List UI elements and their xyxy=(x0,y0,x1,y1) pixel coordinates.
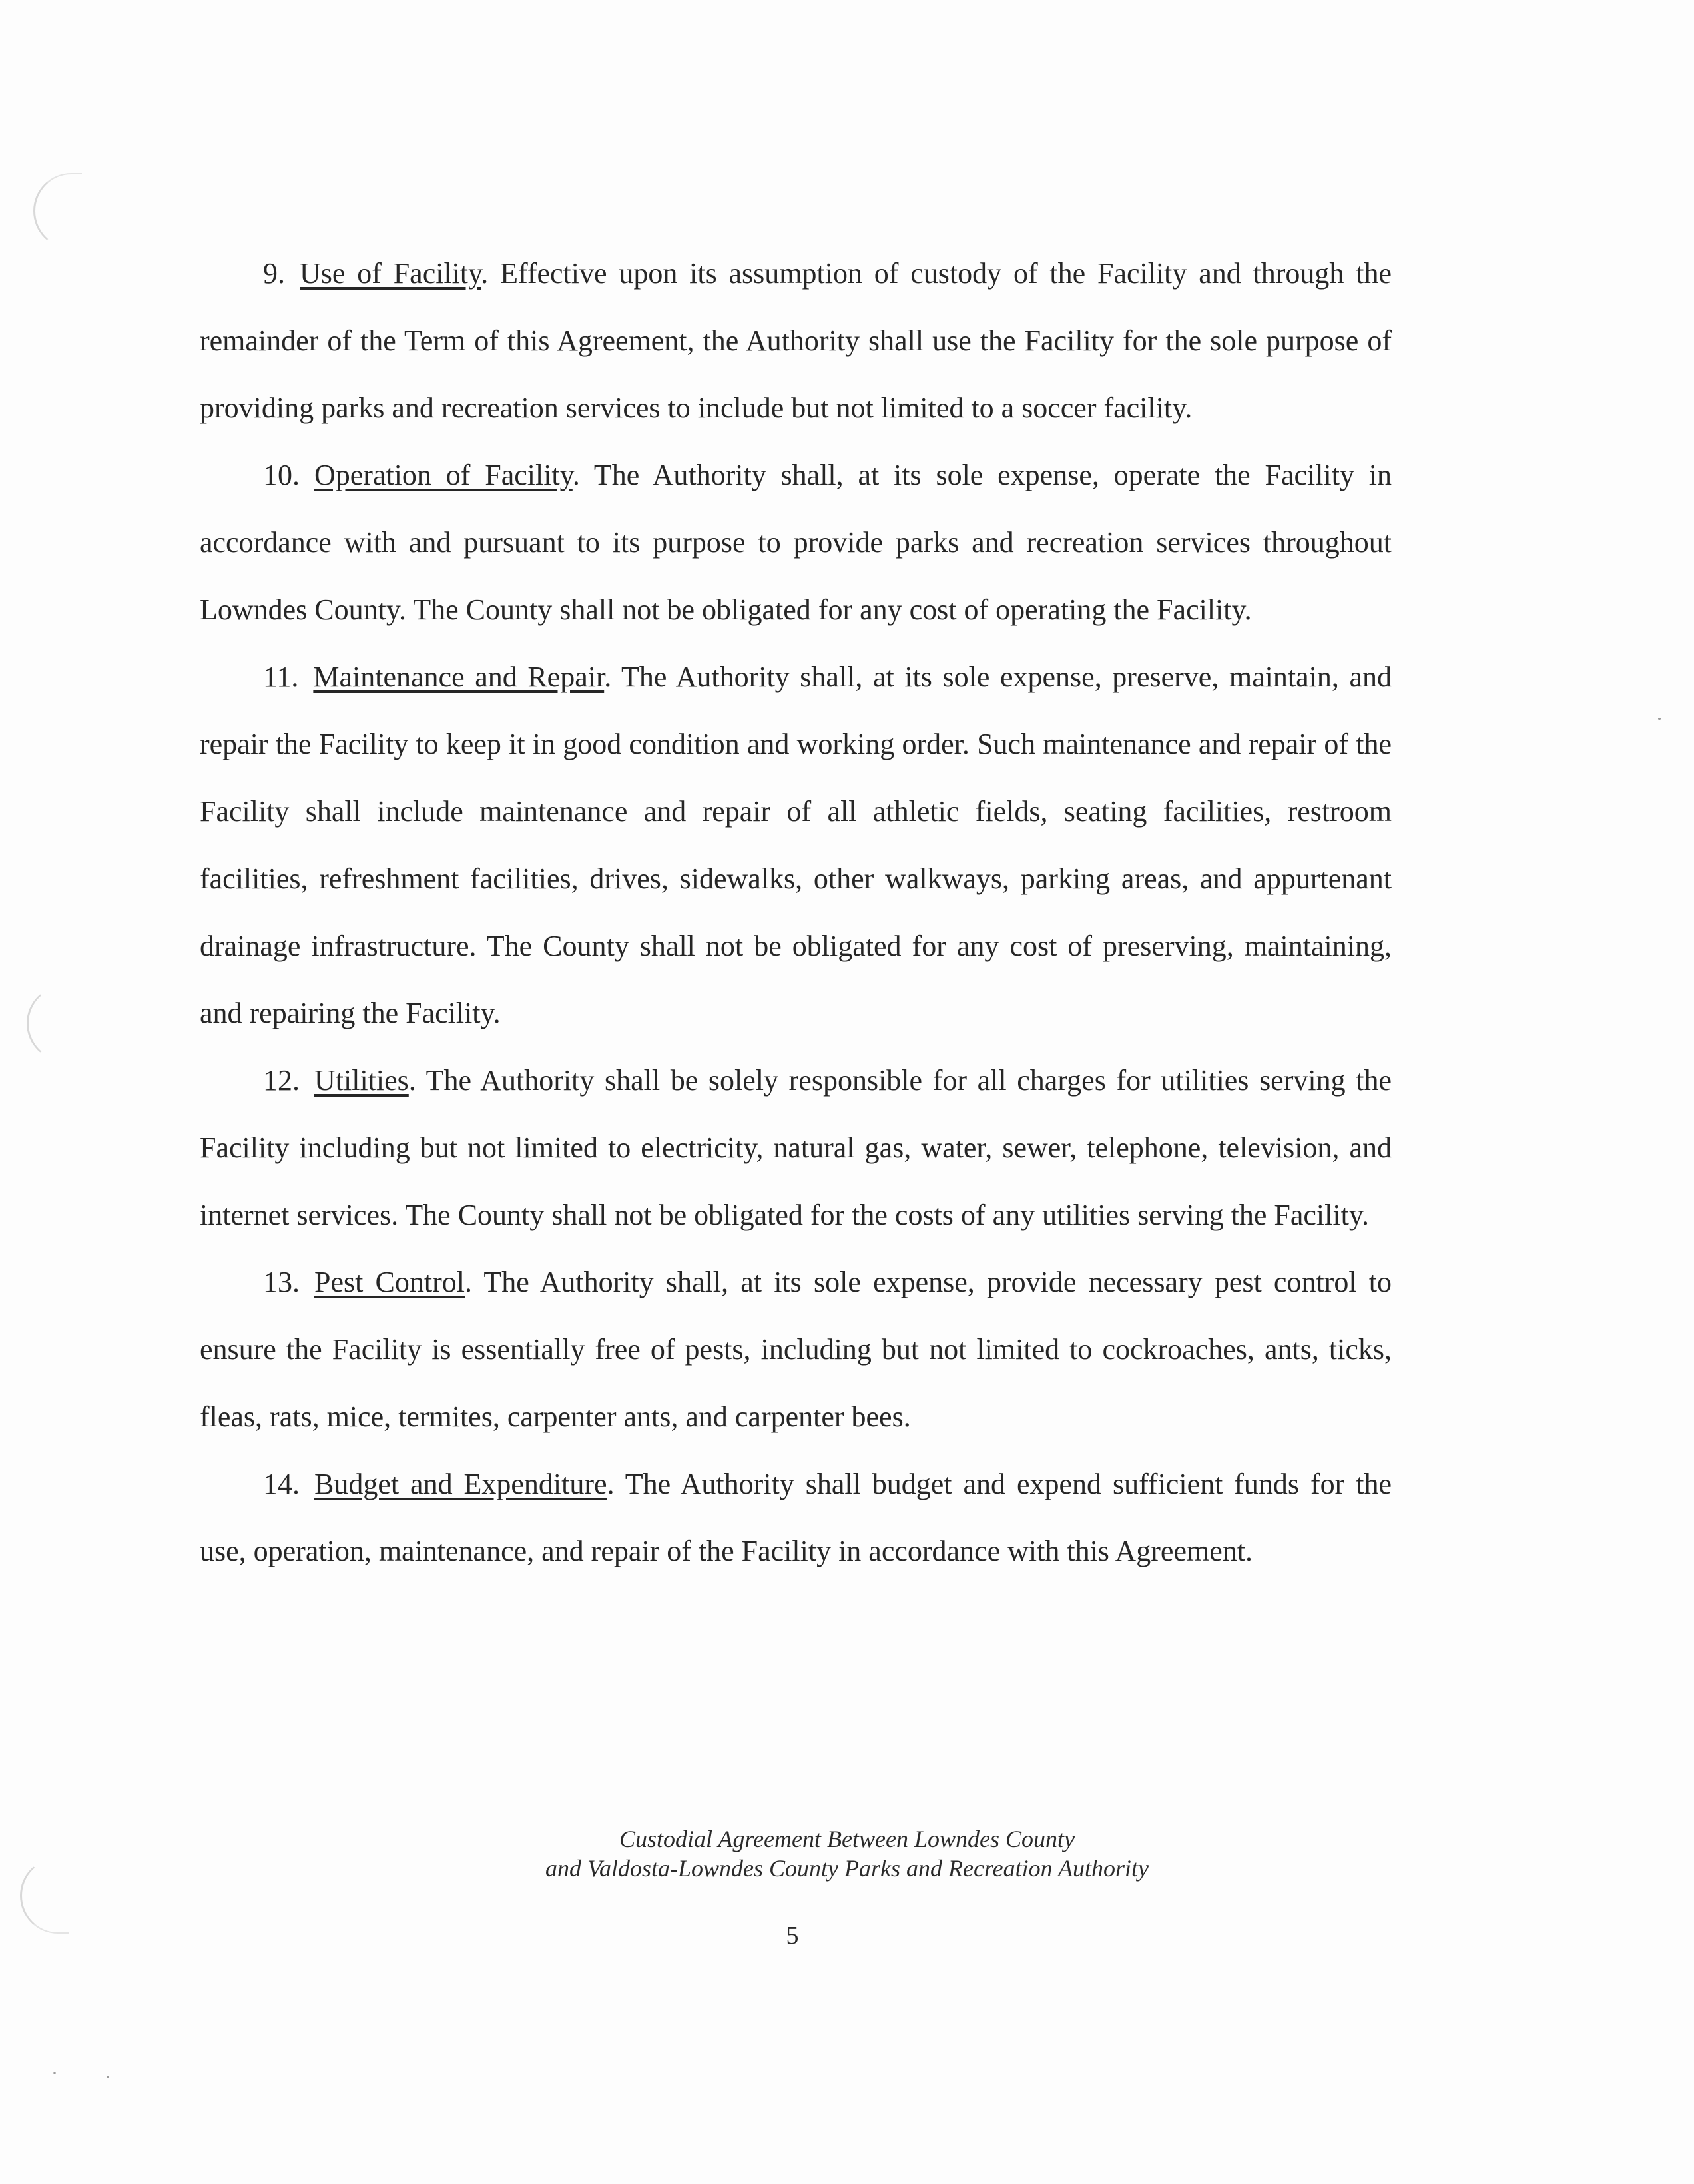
paragraph-13 xyxy=(200,1248,1392,1450)
footer-line: and Valdosta-Lowndes County Parks and Recreation Authority xyxy=(545,1855,1149,1882)
paragraph-text: . Effective upon its assumption of custody of the Facility and through the remainder of the Term of this Agreement, the Authority shall use the Facility for the sole purpose of providing parks and recreation services to include but not limited to a soccer facility. xyxy=(200,257,1392,424)
paragraph-heading: Operation of Facility xyxy=(314,459,573,491)
footer-line: Custodial Agreement Between Lowndes County xyxy=(619,1826,1075,1852)
punch-hole-mark xyxy=(33,173,82,249)
paragraph-heading: Budget and Expenditure xyxy=(314,1468,607,1500)
paragraph-text: . The Authority shall, at its sole expense, provide necessary pest control to ensure the Facility is essentially free of pests, including but not limited to cockroaches, ants, ticks, fleas, rats, mice, termites, carpenter ants, and carpenter bees. xyxy=(200,1266,1392,1433)
paragraph-heading: Use of Facility xyxy=(300,257,481,290)
scan-speck xyxy=(1658,718,1661,720)
document-body xyxy=(200,240,1392,1585)
paragraph-14 xyxy=(200,1450,1392,1585)
scan-speck xyxy=(53,2072,56,2074)
paragraph-heading: Utilities xyxy=(314,1064,409,1097)
scan-speck xyxy=(107,2076,109,2078)
paragraph-text: . The Authority shall, at its sole expense, preserve, maintain, and repair the Facility to keep it in good condition and working order. Such maintenance and repair of the Facility shall include maintenance and repair of all athletic fields, seating facilities, restroom facilities, refreshment facilities, drives, sidewalks, other walkways, parking areas, and appurtenant drainage infrastructure. The County shall not be obligated for any cost of preserving, maintaining, and repairing the Facility. xyxy=(200,661,1392,1029)
punch-hole-mark xyxy=(27,985,75,1061)
paragraph-number: 13. xyxy=(263,1266,300,1298)
paragraph-10 xyxy=(200,441,1392,643)
paragraph-12 xyxy=(200,1047,1392,1248)
page-number: 5 xyxy=(786,1922,799,1950)
paragraph-number: 14. xyxy=(263,1468,300,1500)
paragraph-number: 12. xyxy=(263,1064,300,1097)
paragraph-heading: Maintenance and Repair xyxy=(313,661,605,693)
paragraph-text: . The Authority shall be solely responsible for all charges for utilities serving the Facility including but not limited to electricity, natural gas, water, sewer, telephone, television, and internet services. The County shall not be obligated for the costs of any utilities serving the Facility. xyxy=(200,1064,1392,1231)
paragraph-number: 11. xyxy=(263,661,299,693)
paragraph-text: . The Authority shall budget and expend sufficient funds for the use, operation, maintenance, and repair of the Facility in accordance with this Agreement. xyxy=(200,1468,1392,1567)
paragraph-9 xyxy=(200,240,1392,441)
paragraph-number: 9. xyxy=(263,257,285,290)
paragraph-heading: Pest Control xyxy=(314,1266,465,1298)
paragraph-text: . The Authority shall, at its sole expense, operate the Facility in accordance with and pursuant to its purpose to provide parks and recreation services throughout Lowndes County. The County shall not be obligated for any cost of operating the Facility. xyxy=(200,459,1392,626)
paragraph-number: 10. xyxy=(263,459,300,491)
document-footer xyxy=(0,1824,1694,1883)
paragraph-11 xyxy=(200,643,1392,1047)
